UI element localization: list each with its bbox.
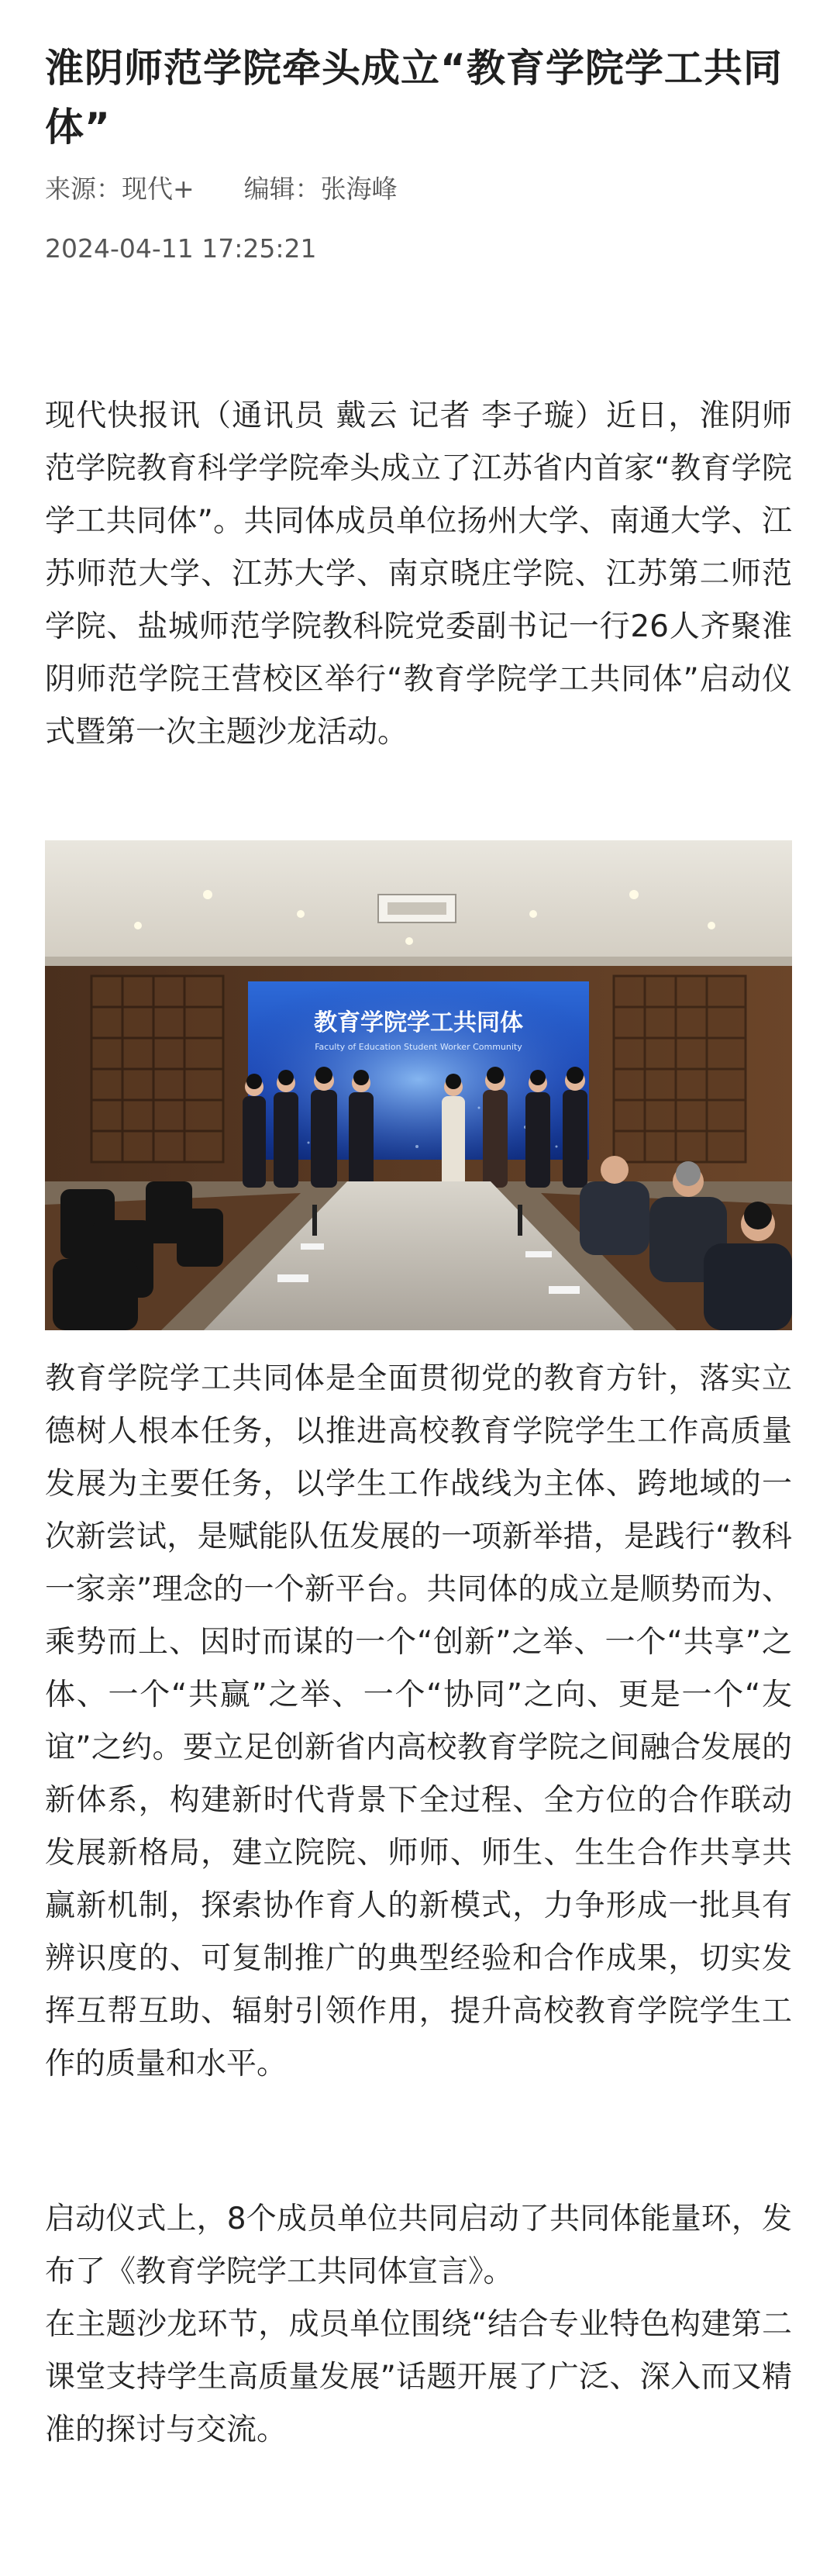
paragraph-salon: 在主题沙龙环节，成员单位围绕“结合专业特色构建第二课堂支持学生高质量发展”话题开展了广泛、深入而又精准的探讨与交流。 [45,2307,792,2447]
paragraph-body: 教育学院学工共同体是全面贯彻党的教育方针，落实立德树人根本任务，以推进高校教育学院学生工作高质量发展为主要任务，以学生工作战线为主体、跨地域的一次新尝试，是赋能队伍发展的一项新举措，是践行“教科一家亲”理念的一个新平台。共同体的成立是顺势而为、乘势而上、因时而谋的一个“创新”之举、一个“共享”之体、一个“共赢”之举、一个“协同”之向、更是一个“友谊”之约。要立足创新省内高校教育学院之间融合发展的新体系，构建新时代背景下全过程、全方位的合作联动发展新格局，建立院院、师师、师生、生生合作共享共赢新机制，探索协作育人的新模式，力争形成一批具有辨识度的、可复制推广的典型经验和合作成果，切实发挥互帮互助、辐射引领作用，提升高校教育学院学生工作的质量和水平。 [45,1361,792,2081]
editor-label: 编辑：张海峰 [243,174,398,204]
event-photo-illustration [45,840,792,1330]
paragraph-intro: 现代快报讯（通讯员 戴云 记者 李子璇）近日，淮阴师范学院教育科学学院牵头成立了江苏省内首家“教育学院学工共同体”。共同体成员单位扬州大学、南通大学、江苏师范大学、江苏大学、南京晓庄学院、江苏第二师范学院、盐城师范学院教科院党委副书记一行26人齐聚淮阴师范学院王营校区举行“教育学院学工共同体”启动仪式暨第一次主题沙龙活动。 [45,398,792,750]
screen-subtitle: Faculty of Education Student Worker Community [315,1042,522,1052]
publish-date: 2024-04-11 17:25:21 [45,233,317,264]
article-title: 淮阴师范学院牵头成立“教育学院学工共同体” [45,46,783,150]
screen-title: 教育学院学工共同体 [314,1009,523,1036]
paragraph-ceremony: 启动仪式上，8个成员单位共同启动了共同体能量环，发布了《教育学院学工共同体宣言》。 [45,2202,792,2289]
article-meta [45,174,398,205]
event-photo [45,840,792,1330]
source-label: 来源：现代+ [45,174,195,204]
